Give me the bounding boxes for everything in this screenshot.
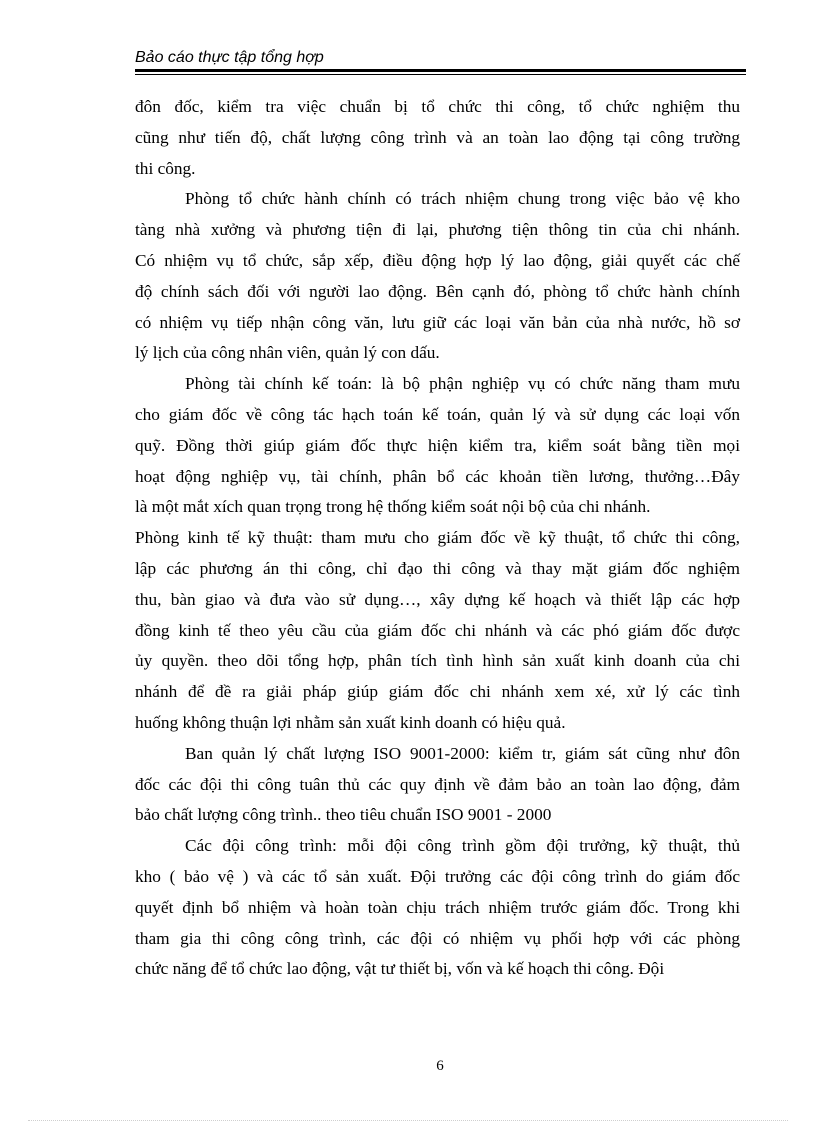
text-line: thu, bàn giao và đưa vào sử dụng…, xây dựng kế hoạch và thiết lập các hợp <box>135 589 740 609</box>
text-line: Các đội công trình: mỗi đội công trình gồm đội trưởng, kỹ thuật, thủ <box>185 836 740 856</box>
header-title: Bảo cáo thực tập tổng hợp <box>135 49 324 66</box>
paragraph <box>135 523 740 739</box>
text-line: Phòng tổ chức hành chính có trách nhiệm chung trong việc bảo vệ kho <box>185 189 740 209</box>
header-rule-thin <box>135 74 746 75</box>
text-line: cũng như tiến độ, chất lượng công trình và an toàn lao động tại công trường <box>135 127 740 147</box>
text-line: Phòng kinh tế kỹ thuật: tham mưu cho giám đốc về kỹ thuật, tổ chức thi công, <box>135 528 740 548</box>
text-line: độ chính sách đối với người lao động. Bên cạnh đó, phòng tổ chức hành chính <box>135 281 740 301</box>
text-line: ủy quyền. theo dõi tổng hợp, phân tích tình hình sản xuất kinh doanh của chi <box>135 651 740 671</box>
paragraph <box>135 184 740 369</box>
text-line: đôn đốc, kiểm tra việc chuẩn bị tổ chức thi công, tổ chức nghiệm thu <box>135 97 740 116</box>
text-line: tàng nhà xưởng và phương tiện đi lại, phương tiện thông tin của chi nhánh. <box>135 220 740 240</box>
text-line: hoạt động nghiệp vụ, tài chính, phân bổ các khoản tiền lương, thưởng…Đây <box>135 466 740 486</box>
text-line: Ban quản lý chất lượng ISO 9001-2000: kiểm tr, giám sát cũng như đôn <box>185 743 740 763</box>
text-line: có nhiệm vụ tiếp nhận công văn, lưu giữ các loại văn bản của nhà nước, hồ sơ <box>135 312 740 332</box>
text-line: nhánh để đề ra giải pháp giúp giám đốc chi nhánh xem xé, xử lý các tình <box>135 682 740 702</box>
document-body <box>135 92 740 985</box>
text-line: chức năng để tổ chức lao động, vật tư thiết bị, vốn và kế hoạch thi công. Đội <box>135 959 665 979</box>
text-line: lập các phương án thi công, chỉ đạo thi công và thay mặt giám đốc nghiệm <box>135 558 740 578</box>
text-line: quỹ. Đồng thời giúp giám đốc thực hiện kiểm tra, kiểm soát bằng tiền mọi <box>135 435 740 455</box>
text-line: lý lịch của công nhân viên, quản lý con dấu. <box>135 343 440 363</box>
text-line: huống không thuận lợi nhằm sản xuất kinh doanh có hiệu quả. <box>135 712 566 732</box>
page-header <box>135 47 746 75</box>
text-line: thi công. <box>135 158 196 178</box>
paragraph <box>135 831 740 985</box>
text-line: cho giám đốc về công tác hạch toán kế toán, quản lý và sử dụng các loại vốn <box>135 404 740 424</box>
text-line: đốc các đội thi công tuân thủ các quy định về đảm bảo an toàn lao động, đảm <box>135 774 740 794</box>
text-line: là một mắt xích quan trọng trong hệ thống kiểm soát nội bộ của chi nhánh. <box>135 497 651 517</box>
footer-dotted-rule <box>28 1120 788 1121</box>
text-line: tham gia thi công công trình, các đội có nhiệm vụ phối hợp với các phòng <box>135 928 740 948</box>
paragraph <box>135 369 740 523</box>
text-line: kho ( bảo vệ ) và các tổ sản xuất. Đội trưởng các đội công trình do giám đốc <box>135 866 740 886</box>
paragraph <box>135 92 740 184</box>
paragraph <box>135 739 740 831</box>
text-line: đồng kinh tế theo yêu cầu của giám đốc chi nhánh và các phó giám đốc được <box>135 620 740 640</box>
header-rule-thick <box>135 69 746 72</box>
text-line: Có nhiệm vụ tổ chức, sắp xếp, điều động hợp lý lao động, giải quyết các chế <box>135 250 740 270</box>
text-line: bảo chất lượng công trình.. theo tiêu chuẩn ISO 9001 - 2000 <box>135 805 552 825</box>
text-line: quyết định bổ nhiệm và hoàn toàn chịu trách nhiệm trước giám đốc. Trong khi <box>135 897 740 917</box>
text-line: Phòng tài chính kế toán: là bộ phận nghiệp vụ có chức năng tham mưu <box>185 374 740 394</box>
page-number: 6 <box>436 1058 444 1074</box>
